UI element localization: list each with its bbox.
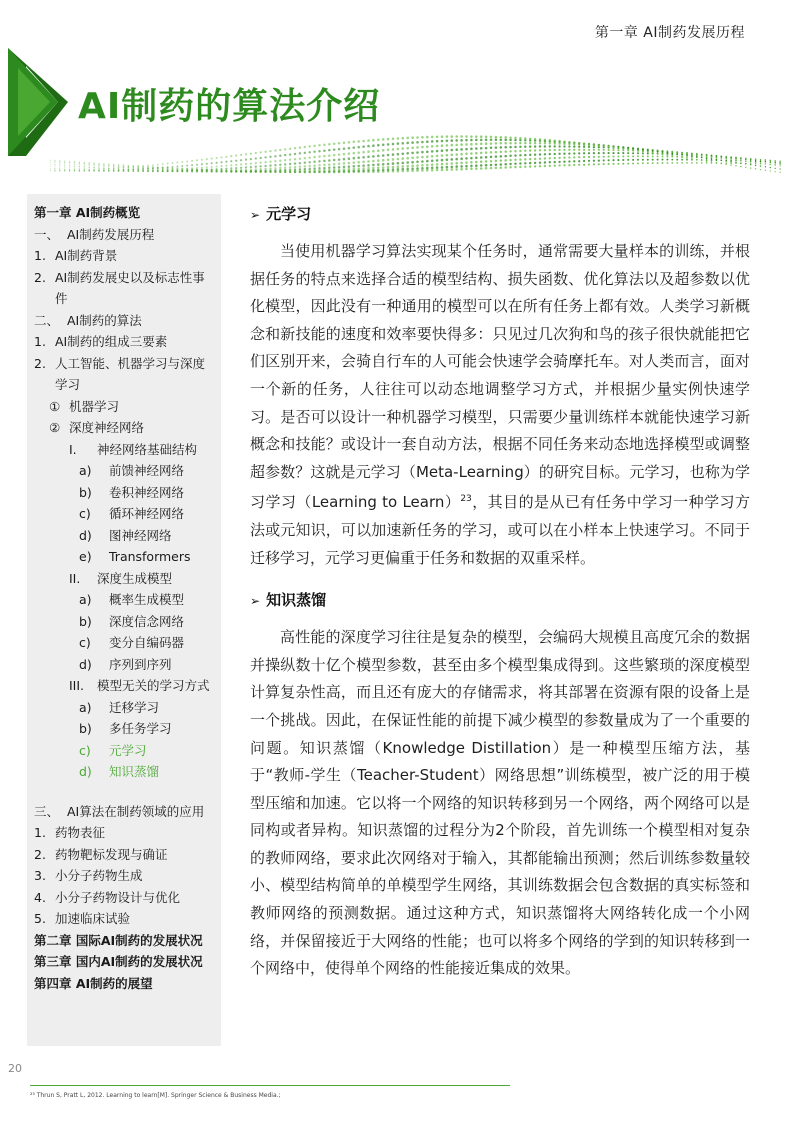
toc-item-label: 小分子药物生成 bbox=[55, 868, 143, 883]
toc-item-label: 第四章 AI制药的展望 bbox=[34, 975, 153, 991]
section-heading-knowledge-distillation: ➢ 知识蒸馏 bbox=[250, 591, 327, 610]
toc-item[interactable] bbox=[27, 632, 221, 654]
toc-item-number: a) bbox=[79, 592, 92, 607]
toc-item[interactable] bbox=[27, 697, 221, 719]
toc-item[interactable] bbox=[27, 245, 221, 267]
toc-item[interactable] bbox=[27, 654, 221, 676]
toc-item[interactable] bbox=[27, 439, 221, 461]
toc-item[interactable] bbox=[27, 740, 221, 762]
toc-item[interactable] bbox=[27, 973, 221, 995]
toc-item[interactable] bbox=[27, 822, 221, 844]
toc-item[interactable] bbox=[27, 546, 221, 568]
toc-item-label: 知识蒸馏 bbox=[109, 764, 160, 779]
toc-list bbox=[27, 194, 221, 994]
toc-item-label: 序列到序列 bbox=[109, 656, 172, 672]
toc-item-number: I. bbox=[69, 441, 77, 457]
toc-item-label: 深度信念网络 bbox=[109, 613, 185, 629]
toc-item-number: 二、 bbox=[34, 312, 60, 328]
toc-item-number: 1. bbox=[34, 248, 46, 263]
toc-item-number: c) bbox=[79, 742, 91, 758]
dotted-wave-decoration bbox=[50, 130, 790, 190]
toc-item-number: 一、 bbox=[34, 226, 60, 242]
toc-item-label: AI制药发展史以及标志性事件 bbox=[55, 269, 205, 306]
toc-item-label: AI制药发展历程 bbox=[67, 226, 155, 242]
meta-learning-paragraph: 当使用机器学习算法实现某个任务时，通常需要大量样本的训练，并根据任务的特点来选择合适的模型结构、损失函数、优化算法以及超参数以优化模型，因此没有一种通用的模型可以在所有任务上都有效。人类学习新概念和新技能的速度和效率要快得多：只见过几次狗和鸟的孩子很快就能把它们区别开来，会骑自行车的人可能会快速学会骑摩托车。对人类而言，面对一个新的任务，人往往可以动态地调整学习方式，并根据少量实例快速学习。是否可以设计一种机器学习模型，只需要少量训练样本就能快速学习新概念和技能？或设计一套自动方法，根据不同任务来动态地选择模型或调整超参数？这就是元学习（Meta-Learning）的研究目标。元学习，也称为学习学习（Learning to Learn）$^{23}$，其目的是从已有任务中学习一种学习方法或元知识，可以加速新任务的学习，或可以在小样本上快速学习。不同于迁移学习，元学习更偏重于任务和数据的双重采样。 bbox=[250, 242, 750, 567]
toc-item-number: II. bbox=[69, 570, 81, 586]
toc-item-number: d) bbox=[79, 527, 92, 543]
toc-item-label: AI制药背景 bbox=[55, 248, 118, 263]
toc-item-number: 2. bbox=[34, 846, 46, 862]
toc-item[interactable] bbox=[27, 267, 221, 310]
toc-item-label: 模型无关的学习方式 bbox=[97, 678, 210, 693]
toc-item-label: 人工智能、机器学习与深度学习 bbox=[55, 355, 206, 392]
toc-item[interactable] bbox=[27, 503, 221, 525]
toc-item-label: 多任务学习 bbox=[109, 721, 172, 736]
toc-spacer bbox=[27, 783, 221, 801]
toc-item-label: 图神经网络 bbox=[109, 527, 172, 543]
footnote-divider bbox=[30, 1085, 510, 1086]
toc-item[interactable] bbox=[27, 353, 221, 396]
toc-item-label: 神经网络基础结构 bbox=[97, 441, 198, 457]
toc-item[interactable] bbox=[27, 675, 221, 697]
toc-item-number: III. bbox=[69, 678, 85, 693]
toc-item[interactable] bbox=[27, 951, 221, 973]
toc-item[interactable] bbox=[27, 865, 221, 887]
toc-item-number: 2. bbox=[34, 355, 46, 371]
toc-item-label: Transformers bbox=[109, 549, 191, 564]
toc-item-number: ① bbox=[49, 398, 61, 414]
toc-item-number: c) bbox=[79, 506, 91, 521]
knowledge-distillation-paragraph: 高性能的深度学习往往是复杂的模型，会编码大规模且高度冗余的数据并操纵数十亿个模型参数，甚至由多个模型集成得到。这些繁琐的深度模型计算复杂性高，而且还有庞大的存储需求，将其部署在资源有限的设备上是一个挑战。因此，在保证性能的前提下减少模型的参数量成为了一个重要的问题。知识蒸馏（Knowledge Distillation）是一种模型压缩方法，基于“教师-学生（Teacher-Student）网络思想”训练模型，被广泛的用于模型压缩和加速。它以将一个网络的知识转移到另一个网络，两个网络可以是同构或者异构。知识蒸馏的过程分为2个阶段，首先训练一个模型相对复杂的教师网络，要求此次网络对于输入，其都能输出预测；然后训练参数量较小、模型结构简单的单模型学生网络，其训练数据会包含数据的真实标签和教师网络的预测数据。通过这种方式，知识蒸馏将大网络转化成一个小网络，并保留接近于大网络的性能；也可以将多个网络的学到的知识转移到一个网络中，使得单个网络的性能接近集成的效果。 bbox=[250, 628, 750, 978]
toc-item[interactable] bbox=[27, 224, 221, 246]
toc-item[interactable] bbox=[27, 417, 221, 439]
toc-item[interactable] bbox=[27, 589, 221, 611]
page-number: 20 bbox=[8, 1062, 22, 1075]
toc-item[interactable] bbox=[27, 844, 221, 866]
toc-item[interactable] bbox=[27, 310, 221, 332]
toc-item-number: b) bbox=[79, 484, 92, 500]
toc-item-number: 4. bbox=[34, 889, 46, 905]
toc-item-number: ② bbox=[49, 420, 61, 435]
arrow-bullet-icon: ➢ bbox=[250, 594, 261, 609]
toc-item-label: 机器学习 bbox=[69, 398, 120, 414]
page-title: AI制药的算法介绍 bbox=[78, 86, 381, 127]
toc-item-number: b) bbox=[79, 721, 92, 736]
toc-item[interactable] bbox=[27, 460, 221, 482]
toc-item-label: 药物靶标发现与确证 bbox=[55, 846, 168, 862]
toc-item-label: 加速临床试验 bbox=[55, 911, 131, 926]
toc-item-label: 卷积神经网络 bbox=[109, 484, 185, 500]
toc-item[interactable] bbox=[27, 568, 221, 590]
toc-item[interactable] bbox=[27, 202, 221, 224]
toc-item[interactable] bbox=[27, 930, 221, 952]
toc-item[interactable] bbox=[27, 525, 221, 547]
toc-item-label: 概率生成模型 bbox=[109, 592, 185, 607]
toc-item-label: 元学习 bbox=[109, 742, 147, 758]
toc-item[interactable] bbox=[27, 801, 221, 823]
toc-item-label: 第一章 AI制药概览 bbox=[34, 205, 141, 220]
toc-item-number: a) bbox=[79, 699, 92, 715]
toc-item-number: 3. bbox=[34, 868, 46, 883]
toc-item[interactable] bbox=[27, 396, 221, 418]
toc-item-label: 深度神经网络 bbox=[69, 420, 145, 435]
toc-item-label: AI制药的组成三要素 bbox=[55, 334, 168, 349]
toc-item-number: a) bbox=[79, 463, 92, 478]
toc-item[interactable] bbox=[27, 482, 221, 504]
toc-item[interactable] bbox=[27, 908, 221, 930]
toc-item-label: 深度生成模型 bbox=[97, 570, 173, 586]
footnote-ref[interactable]: 23 bbox=[460, 494, 472, 505]
toc-item-label: 变分自编码器 bbox=[109, 635, 185, 650]
toc-item[interactable] bbox=[27, 718, 221, 740]
footnote: ²³ Thrun S, Pratt L, 2012. Learning to learn[M]. Springer Science & Business Media.; bbox=[30, 1092, 281, 1099]
toc-item-number: 2. bbox=[34, 269, 46, 285]
toc-item-number: c) bbox=[79, 635, 91, 650]
arrow-bullet-icon: ➢ bbox=[250, 208, 261, 222]
toc-item-number: e) bbox=[79, 549, 92, 564]
toc-item-number: 1. bbox=[34, 334, 46, 349]
toc-item-label: 循环神经网络 bbox=[109, 506, 185, 521]
toc-item-number: b) bbox=[79, 613, 92, 629]
toc-item-label: 第三章 国内AI制药的发展状况 bbox=[34, 954, 203, 969]
toc-item-label: 药物表征 bbox=[55, 825, 106, 840]
toc-item-label: 第二章 国际AI制药的发展状况 bbox=[34, 932, 203, 948]
toc-item-number: 三、 bbox=[34, 803, 60, 819]
title-banner bbox=[0, 40, 793, 200]
toc-item[interactable] bbox=[27, 611, 221, 633]
table-of-contents-sidebar bbox=[27, 194, 221, 1046]
toc-item-label: 迁移学习 bbox=[109, 699, 160, 715]
main-content bbox=[250, 200, 750, 983]
toc-item-number: 5. bbox=[34, 911, 46, 926]
toc-item-label: AI制药的算法 bbox=[67, 312, 142, 328]
toc-item[interactable] bbox=[27, 331, 221, 353]
toc-item-number: d) bbox=[79, 656, 92, 672]
toc-item[interactable] bbox=[27, 761, 221, 783]
toc-item-number: d) bbox=[79, 764, 92, 779]
section-heading-meta-learning: ➢ 元学习 bbox=[250, 205, 312, 223]
toc-item-label: 小分子药物设计与优化 bbox=[55, 889, 181, 905]
toc-item-label: AI算法在制药领域的应用 bbox=[67, 803, 205, 819]
running-header: 第一章 AI制药发展历程 bbox=[594, 25, 745, 41]
toc-item[interactable] bbox=[27, 887, 221, 909]
toc-item-label: 前馈神经网络 bbox=[109, 463, 185, 478]
toc-item-number: 1. bbox=[34, 825, 46, 840]
